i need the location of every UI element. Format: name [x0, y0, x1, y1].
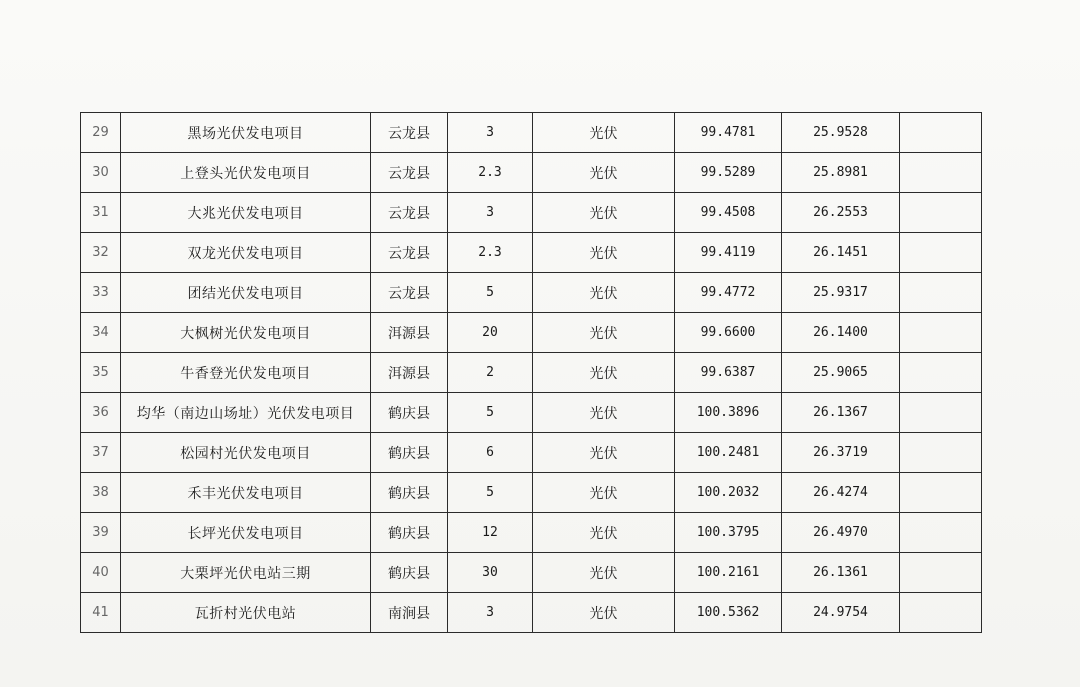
cell-capacity: 2.3 [448, 153, 533, 193]
cell-capacity: 2 [448, 353, 533, 393]
table-row [81, 153, 982, 193]
cell-row-number: 36 [81, 393, 121, 433]
cell-row-number: 29 [81, 113, 121, 153]
cell-row-number: 40 [81, 553, 121, 593]
cell-row-number: 35 [81, 353, 121, 393]
cell-longitude: 100.2481 [675, 433, 782, 473]
cell-energy-type: 光伏 [533, 513, 675, 553]
cell-project-name: 禾丰光伏发电项目 [121, 473, 371, 513]
table-row [81, 433, 982, 473]
cell-note [900, 313, 982, 353]
cell-latitude: 26.3719 [782, 433, 900, 473]
cell-latitude: 25.9528 [782, 113, 900, 153]
cell-county: 云龙县 [371, 233, 448, 273]
table-row [81, 553, 982, 593]
table-row [81, 233, 982, 273]
table-row [81, 593, 982, 633]
cell-row-number: 41 [81, 593, 121, 633]
cell-longitude: 99.4508 [675, 193, 782, 233]
table-row [81, 313, 982, 353]
cell-county: 鹤庆县 [371, 393, 448, 433]
cell-longitude: 99.5289 [675, 153, 782, 193]
cell-latitude: 26.1367 [782, 393, 900, 433]
cell-capacity: 5 [448, 393, 533, 433]
cell-project-name: 松园村光伏发电项目 [121, 433, 371, 473]
cell-longitude: 100.2161 [675, 553, 782, 593]
cell-capacity: 12 [448, 513, 533, 553]
cell-longitude: 100.3795 [675, 513, 782, 553]
cell-county: 洱源县 [371, 313, 448, 353]
table-row [81, 353, 982, 393]
cell-note [900, 273, 982, 313]
cell-note [900, 113, 982, 153]
cell-energy-type: 光伏 [533, 233, 675, 273]
cell-energy-type: 光伏 [533, 313, 675, 353]
cell-project-name: 均华（南边山场址）光伏发电项目 [121, 393, 371, 433]
cell-county: 南涧县 [371, 593, 448, 633]
cell-longitude: 99.4781 [675, 113, 782, 153]
cell-latitude: 25.9317 [782, 273, 900, 313]
cell-row-number: 39 [81, 513, 121, 553]
table-body [81, 113, 982, 633]
cell-note [900, 233, 982, 273]
cell-county: 鹤庆县 [371, 513, 448, 553]
cell-latitude: 26.1361 [782, 553, 900, 593]
cell-latitude: 25.9065 [782, 353, 900, 393]
table-row [81, 473, 982, 513]
cell-capacity: 5 [448, 473, 533, 513]
cell-energy-type: 光伏 [533, 473, 675, 513]
cell-energy-type: 光伏 [533, 153, 675, 193]
cell-note [900, 353, 982, 393]
cell-longitude: 99.4119 [675, 233, 782, 273]
cell-county: 洱源县 [371, 353, 448, 393]
cell-note [900, 553, 982, 593]
cell-capacity: 3 [448, 593, 533, 633]
cell-longitude: 100.5362 [675, 593, 782, 633]
cell-longitude: 99.4772 [675, 273, 782, 313]
cell-capacity: 2.3 [448, 233, 533, 273]
cell-capacity: 20 [448, 313, 533, 353]
cell-energy-type: 光伏 [533, 193, 675, 233]
cell-county: 云龙县 [371, 193, 448, 233]
cell-energy-type: 光伏 [533, 353, 675, 393]
cell-note [900, 433, 982, 473]
cell-row-number: 38 [81, 473, 121, 513]
cell-project-name: 瓦折村光伏电站 [121, 593, 371, 633]
project-table [80, 112, 982, 633]
cell-county: 鹤庆县 [371, 553, 448, 593]
cell-capacity: 30 [448, 553, 533, 593]
table-row [81, 113, 982, 153]
cell-project-name: 黑场光伏发电项目 [121, 113, 371, 153]
cell-note [900, 593, 982, 633]
cell-note [900, 473, 982, 513]
cell-project-name: 大兆光伏发电项目 [121, 193, 371, 233]
cell-project-name: 大栗坪光伏电站三期 [121, 553, 371, 593]
cell-latitude: 26.1400 [782, 313, 900, 353]
cell-latitude: 24.9754 [782, 593, 900, 633]
cell-project-name: 牛香登光伏发电项目 [121, 353, 371, 393]
table-row [81, 393, 982, 433]
cell-capacity: 5 [448, 273, 533, 313]
table-row [81, 273, 982, 313]
cell-latitude: 25.8981 [782, 153, 900, 193]
cell-latitude: 26.4274 [782, 473, 900, 513]
cell-latitude: 26.1451 [782, 233, 900, 273]
cell-latitude: 26.2553 [782, 193, 900, 233]
table-row [81, 513, 982, 553]
cell-project-name: 长坪光伏发电项目 [121, 513, 371, 553]
cell-row-number: 37 [81, 433, 121, 473]
cell-energy-type: 光伏 [533, 553, 675, 593]
cell-row-number: 34 [81, 313, 121, 353]
cell-energy-type: 光伏 [533, 433, 675, 473]
cell-capacity: 3 [448, 193, 533, 233]
cell-longitude: 99.6600 [675, 313, 782, 353]
cell-note [900, 393, 982, 433]
cell-note [900, 153, 982, 193]
cell-county: 云龙县 [371, 113, 448, 153]
cell-row-number: 32 [81, 233, 121, 273]
cell-latitude: 26.4970 [782, 513, 900, 553]
cell-county: 鹤庆县 [371, 473, 448, 513]
cell-project-name: 大枫树光伏发电项目 [121, 313, 371, 353]
cell-row-number: 33 [81, 273, 121, 313]
cell-longitude: 99.6387 [675, 353, 782, 393]
cell-energy-type: 光伏 [533, 273, 675, 313]
cell-longitude: 100.3896 [675, 393, 782, 433]
cell-longitude: 100.2032 [675, 473, 782, 513]
cell-energy-type: 光伏 [533, 593, 675, 633]
cell-capacity: 3 [448, 113, 533, 153]
cell-county: 鹤庆县 [371, 433, 448, 473]
table-row [81, 193, 982, 233]
cell-capacity: 6 [448, 433, 533, 473]
cell-energy-type: 光伏 [533, 113, 675, 153]
cell-note [900, 193, 982, 233]
cell-note [900, 513, 982, 553]
cell-project-name: 团结光伏发电项目 [121, 273, 371, 313]
cell-row-number: 31 [81, 193, 121, 233]
cell-project-name: 双龙光伏发电项目 [121, 233, 371, 273]
cell-county: 云龙县 [371, 273, 448, 313]
cell-county: 云龙县 [371, 153, 448, 193]
cell-row-number: 30 [81, 153, 121, 193]
cell-project-name: 上登头光伏发电项目 [121, 153, 371, 193]
cell-energy-type: 光伏 [533, 393, 675, 433]
